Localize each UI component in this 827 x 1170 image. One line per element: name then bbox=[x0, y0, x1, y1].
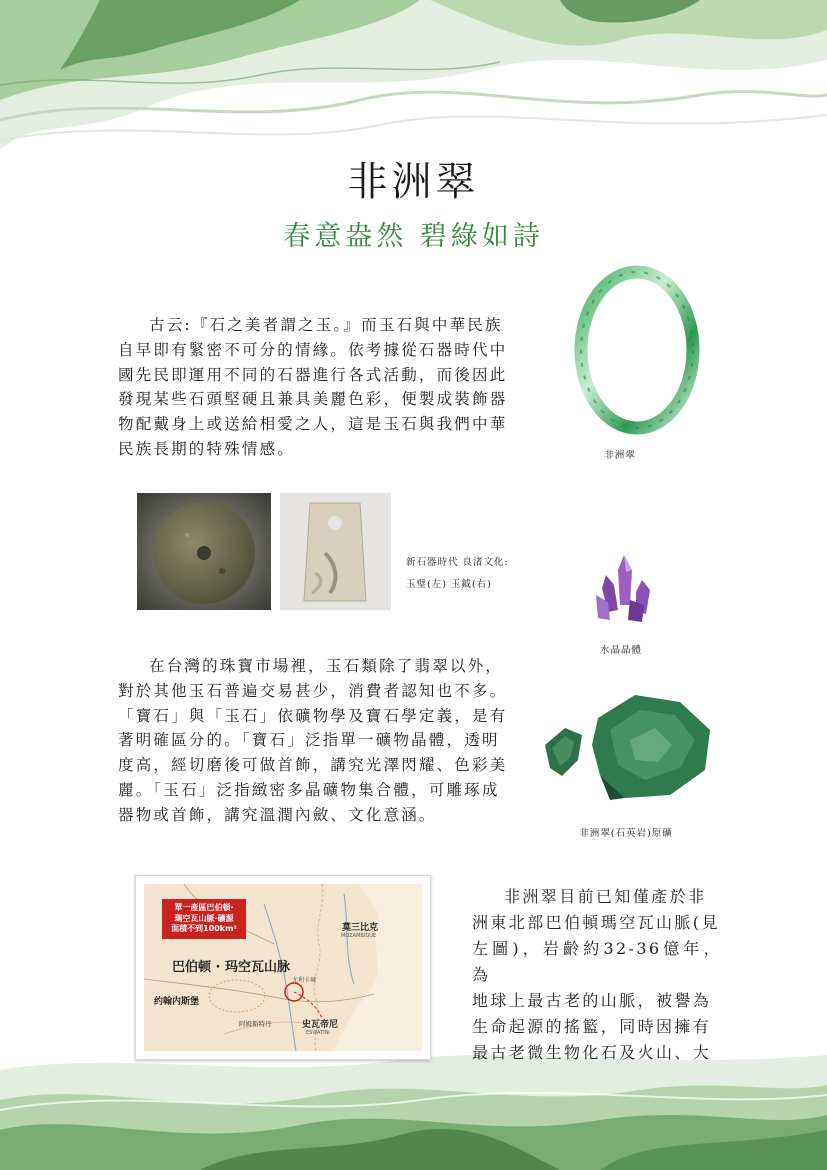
map-callout-line: 面積不到100km² bbox=[171, 924, 237, 933]
quartz-crystal-image bbox=[584, 550, 664, 630]
origin-line: 左圖)，岩齡約32-36億年，為 bbox=[472, 939, 722, 984]
ore-caption: 非洲翠(石英岩)原礦 bbox=[579, 828, 673, 839]
map-callout-line: 瑪空瓦山脈·礦源 bbox=[174, 913, 234, 923]
barberton-map bbox=[144, 884, 422, 1051]
map-label-mozambique: 莫三比克 bbox=[342, 923, 379, 933]
intro-paragraph bbox=[118, 313, 522, 462]
intro-line: 物配戴身上或送給相愛之人，這是玉石與我們中華 bbox=[118, 415, 508, 434]
jade-bi-disc-photo bbox=[137, 493, 271, 610]
map-label-eswatini: 史瓦帝尼 bbox=[302, 1020, 339, 1030]
crystal-caption: 水晶晶體 bbox=[599, 645, 642, 656]
map-label-eswatini-en: ESWATINI bbox=[306, 1030, 330, 1036]
intro-line: 民族長期的特殊情感。 bbox=[118, 439, 296, 458]
market-line: 「寶石」與「玉石」依礦物學及寶石學定義，是有 bbox=[118, 706, 508, 725]
intro-line: 發現某些石頭堅硬且兼具美麗色彩，便製成裝飾器 bbox=[118, 390, 508, 409]
market-line: 著明確區分的。「寶石」泛指單一礦物晶體，透明 bbox=[118, 731, 500, 750]
market-line: 麗。「玉石」泛指緻密多晶礦物集合體，可雕琢成 bbox=[118, 780, 500, 799]
market-paragraph bbox=[118, 654, 522, 828]
page-title: 非洲翠 bbox=[347, 159, 480, 205]
market-line: 度高，經切磨後可做首飾，講究光澤閃耀、色彩美 bbox=[118, 756, 508, 775]
barberton-map-figure bbox=[135, 875, 431, 1060]
market-line: 器物或首飾，講究溫潤內斂、文化意涵。 bbox=[118, 805, 437, 824]
origin-line: 生命起源的搖籃，同時因擁有 bbox=[472, 1017, 712, 1036]
neolithic-caption bbox=[406, 552, 536, 596]
map-callout-line: 單一產區巴伯頓· bbox=[174, 903, 234, 912]
african-jade-ore-image bbox=[540, 690, 715, 805]
map-label-johannesburg: 约翰内斯堡 bbox=[154, 997, 200, 1007]
origin-line: 最古老微生物化石及火山、大 bbox=[472, 1043, 712, 1062]
map-label-town: 尤利卡城 bbox=[292, 977, 317, 984]
origin-line: 非洲翠目前已知僅產於非 bbox=[504, 887, 707, 906]
market-line: 對於其他玉石普遍交易甚少，消費者認知也不多。 bbox=[118, 681, 508, 700]
map-label-mountain-range: 巴伯顿 · 玛空瓦山脉 bbox=[172, 960, 290, 975]
origin-paragraph bbox=[472, 884, 722, 1066]
market-line: 在台灣的珠寶市場裡，玉石類除了翡翠以外， bbox=[149, 657, 504, 675]
map-label-mozambique-en: MOZAMBIQUE bbox=[341, 933, 377, 939]
origin-line: 洲東北部巴伯頓瑪空瓦山脈(見 bbox=[472, 913, 720, 932]
jade-bangle-image bbox=[572, 265, 702, 435]
map-callout-badge bbox=[162, 899, 246, 939]
intro-line: 自早即有緊密不可分的情緣。依考據從石器時代中 bbox=[118, 340, 508, 359]
neolithic-caption-line: 新石器時代 良渚文化: bbox=[406, 557, 509, 568]
page-subtitle: 春意盎然 碧綠如詩 bbox=[283, 221, 544, 252]
neolithic-caption-line: 玉璧(左) 玉鉞(右) bbox=[406, 579, 492, 590]
map-label-amsterdam: 阿姆斯特丹 bbox=[239, 1020, 272, 1028]
jade-axe-photo bbox=[280, 493, 391, 610]
intro-line: 國先民即運用不同的石器進行各式活動，而後因此 bbox=[118, 365, 508, 384]
intro-line: 古云:『石之美者謂之玉。』而玉石與中華民族 bbox=[149, 316, 503, 334]
bangle-caption: 非洲翠 bbox=[604, 450, 636, 461]
origin-line: 地球上最古老的山脈，被譽為 bbox=[472, 991, 712, 1010]
